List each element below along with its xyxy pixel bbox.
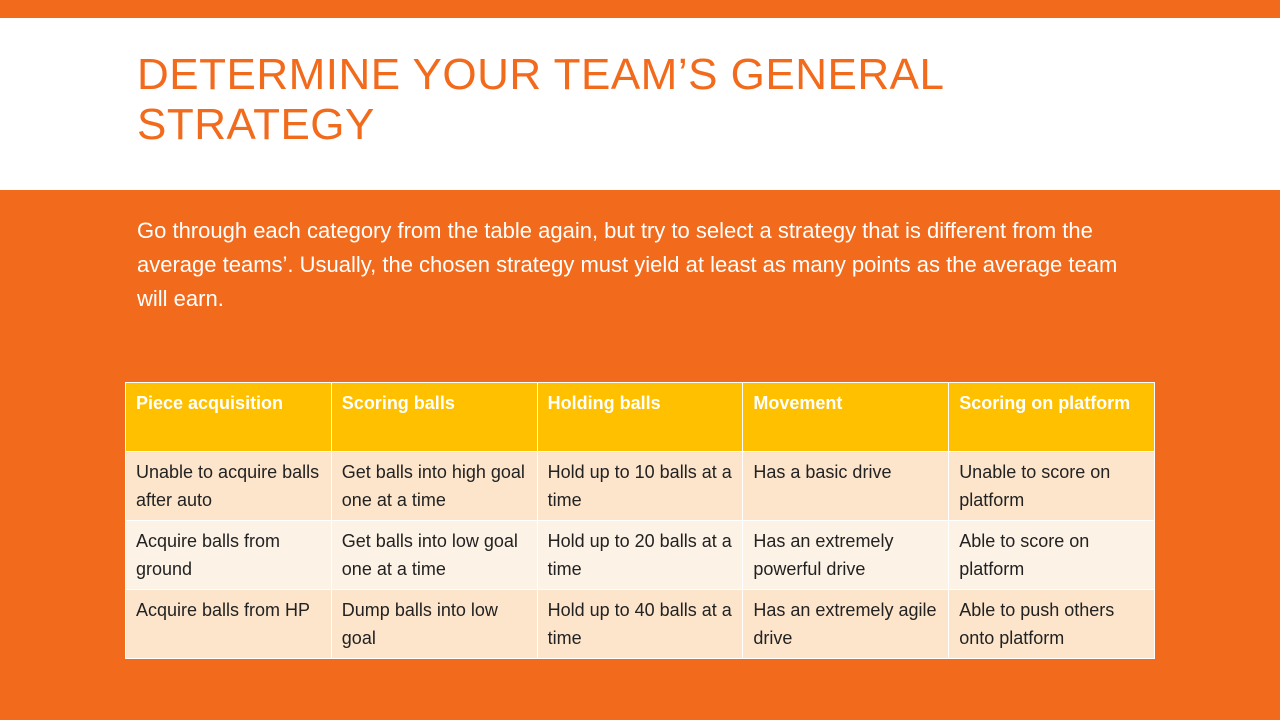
- table-cell: Hold up to 40 balls at a time: [537, 590, 743, 659]
- table-cell: Has an extremely agile drive: [743, 590, 949, 659]
- header-holding-balls: Holding balls: [537, 383, 743, 452]
- table-row: [126, 521, 1155, 590]
- table-header-row: [126, 383, 1155, 452]
- table-cell: Has a basic drive: [743, 452, 949, 521]
- table-cell: Acquire balls from ground: [126, 521, 332, 590]
- table-cell: Dump balls into low goal: [331, 590, 537, 659]
- top-accent-stripe: [0, 0, 1280, 18]
- header-piece-acquisition: Piece acquisition: [126, 383, 332, 452]
- strategy-table-container: [125, 382, 1155, 654]
- table-cell: Hold up to 10 balls at a time: [537, 452, 743, 521]
- table-cell: Hold up to 20 balls at a time: [537, 521, 743, 590]
- slide-body-text: Go through each category from the table again, but try to select a strategy that is different from the average teams’. Usually, the chosen strategy must yield at least as many points as the average team will earn.: [137, 218, 1118, 311]
- table-cell: Able to score on platform: [949, 521, 1155, 590]
- table-cell: Get balls into low goal one at a time: [331, 521, 537, 590]
- strategy-table: [125, 382, 1155, 659]
- table-cell: Acquire balls from HP: [126, 590, 332, 659]
- table-cell: Unable to score on platform: [949, 452, 1155, 521]
- table-cell: Get balls into high goal one at a time: [331, 452, 537, 521]
- table-cell: Unable to acquire balls after auto: [126, 452, 332, 521]
- header-scoring-balls: Scoring balls: [331, 383, 537, 452]
- slide-title: DETERMINE YOUR TEAM’S GENERAL STRATEGY: [137, 50, 943, 149]
- header-movement: Movement: [743, 383, 949, 452]
- header-scoring-on-platform: Scoring on platform: [949, 383, 1155, 452]
- table-row: [126, 590, 1155, 659]
- table-cell: Has an extremely powerful drive: [743, 521, 949, 590]
- table-cell: Able to push others onto platform: [949, 590, 1155, 659]
- table-row: [126, 452, 1155, 521]
